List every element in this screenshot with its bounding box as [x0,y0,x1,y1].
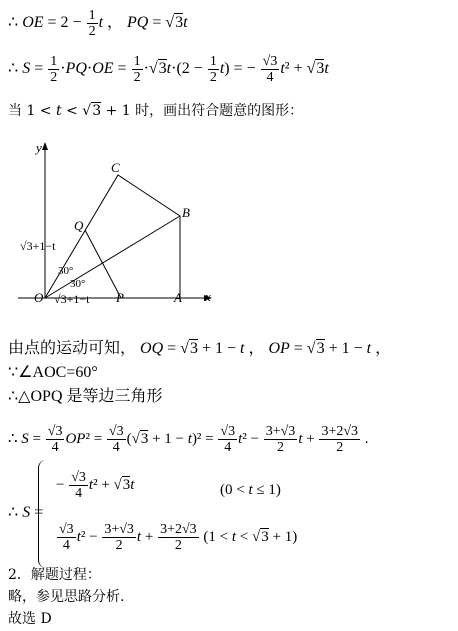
point-p: P [116,290,124,305]
line-motion: 由点的运动可知， OQ = √3 + 1 − t ， OP = √3 + 1 − t ， [8,340,392,357]
line-area-2: ∴ S = $\frac{√3}{4}$ OP² = $\frac{√3}{4}$ (√3 + 1 − t)² = $\frac{√3}{4}$ t² − $\frac{3+√3}{2}$ t + $\frac{3+2√3}{2}$ . [8,424,369,455]
line-area-s: ∴ S = $\frac{1}{2}$ ·PQ·OE = $\frac{1}{2}$ ·√3t·(2 − $\frac{1}{2}$ t) = − $\frac{√3}{4}$ t² + √3t [8,54,329,85]
solution-note: 略，参见思路分析. [8,589,125,605]
geometry-figure [8,138,248,338]
angle-label-1: 30° [58,265,74,277]
point-o: O [34,290,44,305]
line-equilateral: ∴△OPQ 是等边三角形 [8,388,163,405]
line-oe-pq: ∴ OE = 2 − $\frac{1}{2}$ t ， PQ = √3t [8,8,188,39]
side-label: √3+1−t [20,239,56,253]
point-a: A [174,290,182,305]
point-b: B [182,205,190,220]
bottom-label: √3+1−t [54,292,90,306]
line-case-intro: 当 1 < t < √3 + 1 时，画出符合题意的图形： [8,103,304,119]
point-c: C [111,160,120,175]
case-1-cond: (0 < t ≤ 1) [220,482,281,498]
line-angle: ∵∠AOC=60° [8,364,98,381]
solution-heading: 2．解题过程： [8,567,101,583]
case-1: − $\frac{√3}{4}$ t² + √3t [56,470,135,501]
piecewise-brace [38,460,51,568]
point-q: Q [74,218,84,233]
answer-line: 故选 D [8,611,52,627]
angle-label-2: 30° [70,278,86,290]
case-2: $\frac{√3}{4}$ t² − $\frac{3+√3}{2}$ t + $\frac{3+2√3}{2}$ (1 < t < √3 + 1) [59,522,298,553]
y-axis-label: y [36,140,42,155]
line-piecewise-prefix: ∴ S = [8,504,44,521]
x-axis-label: x [205,289,211,304]
